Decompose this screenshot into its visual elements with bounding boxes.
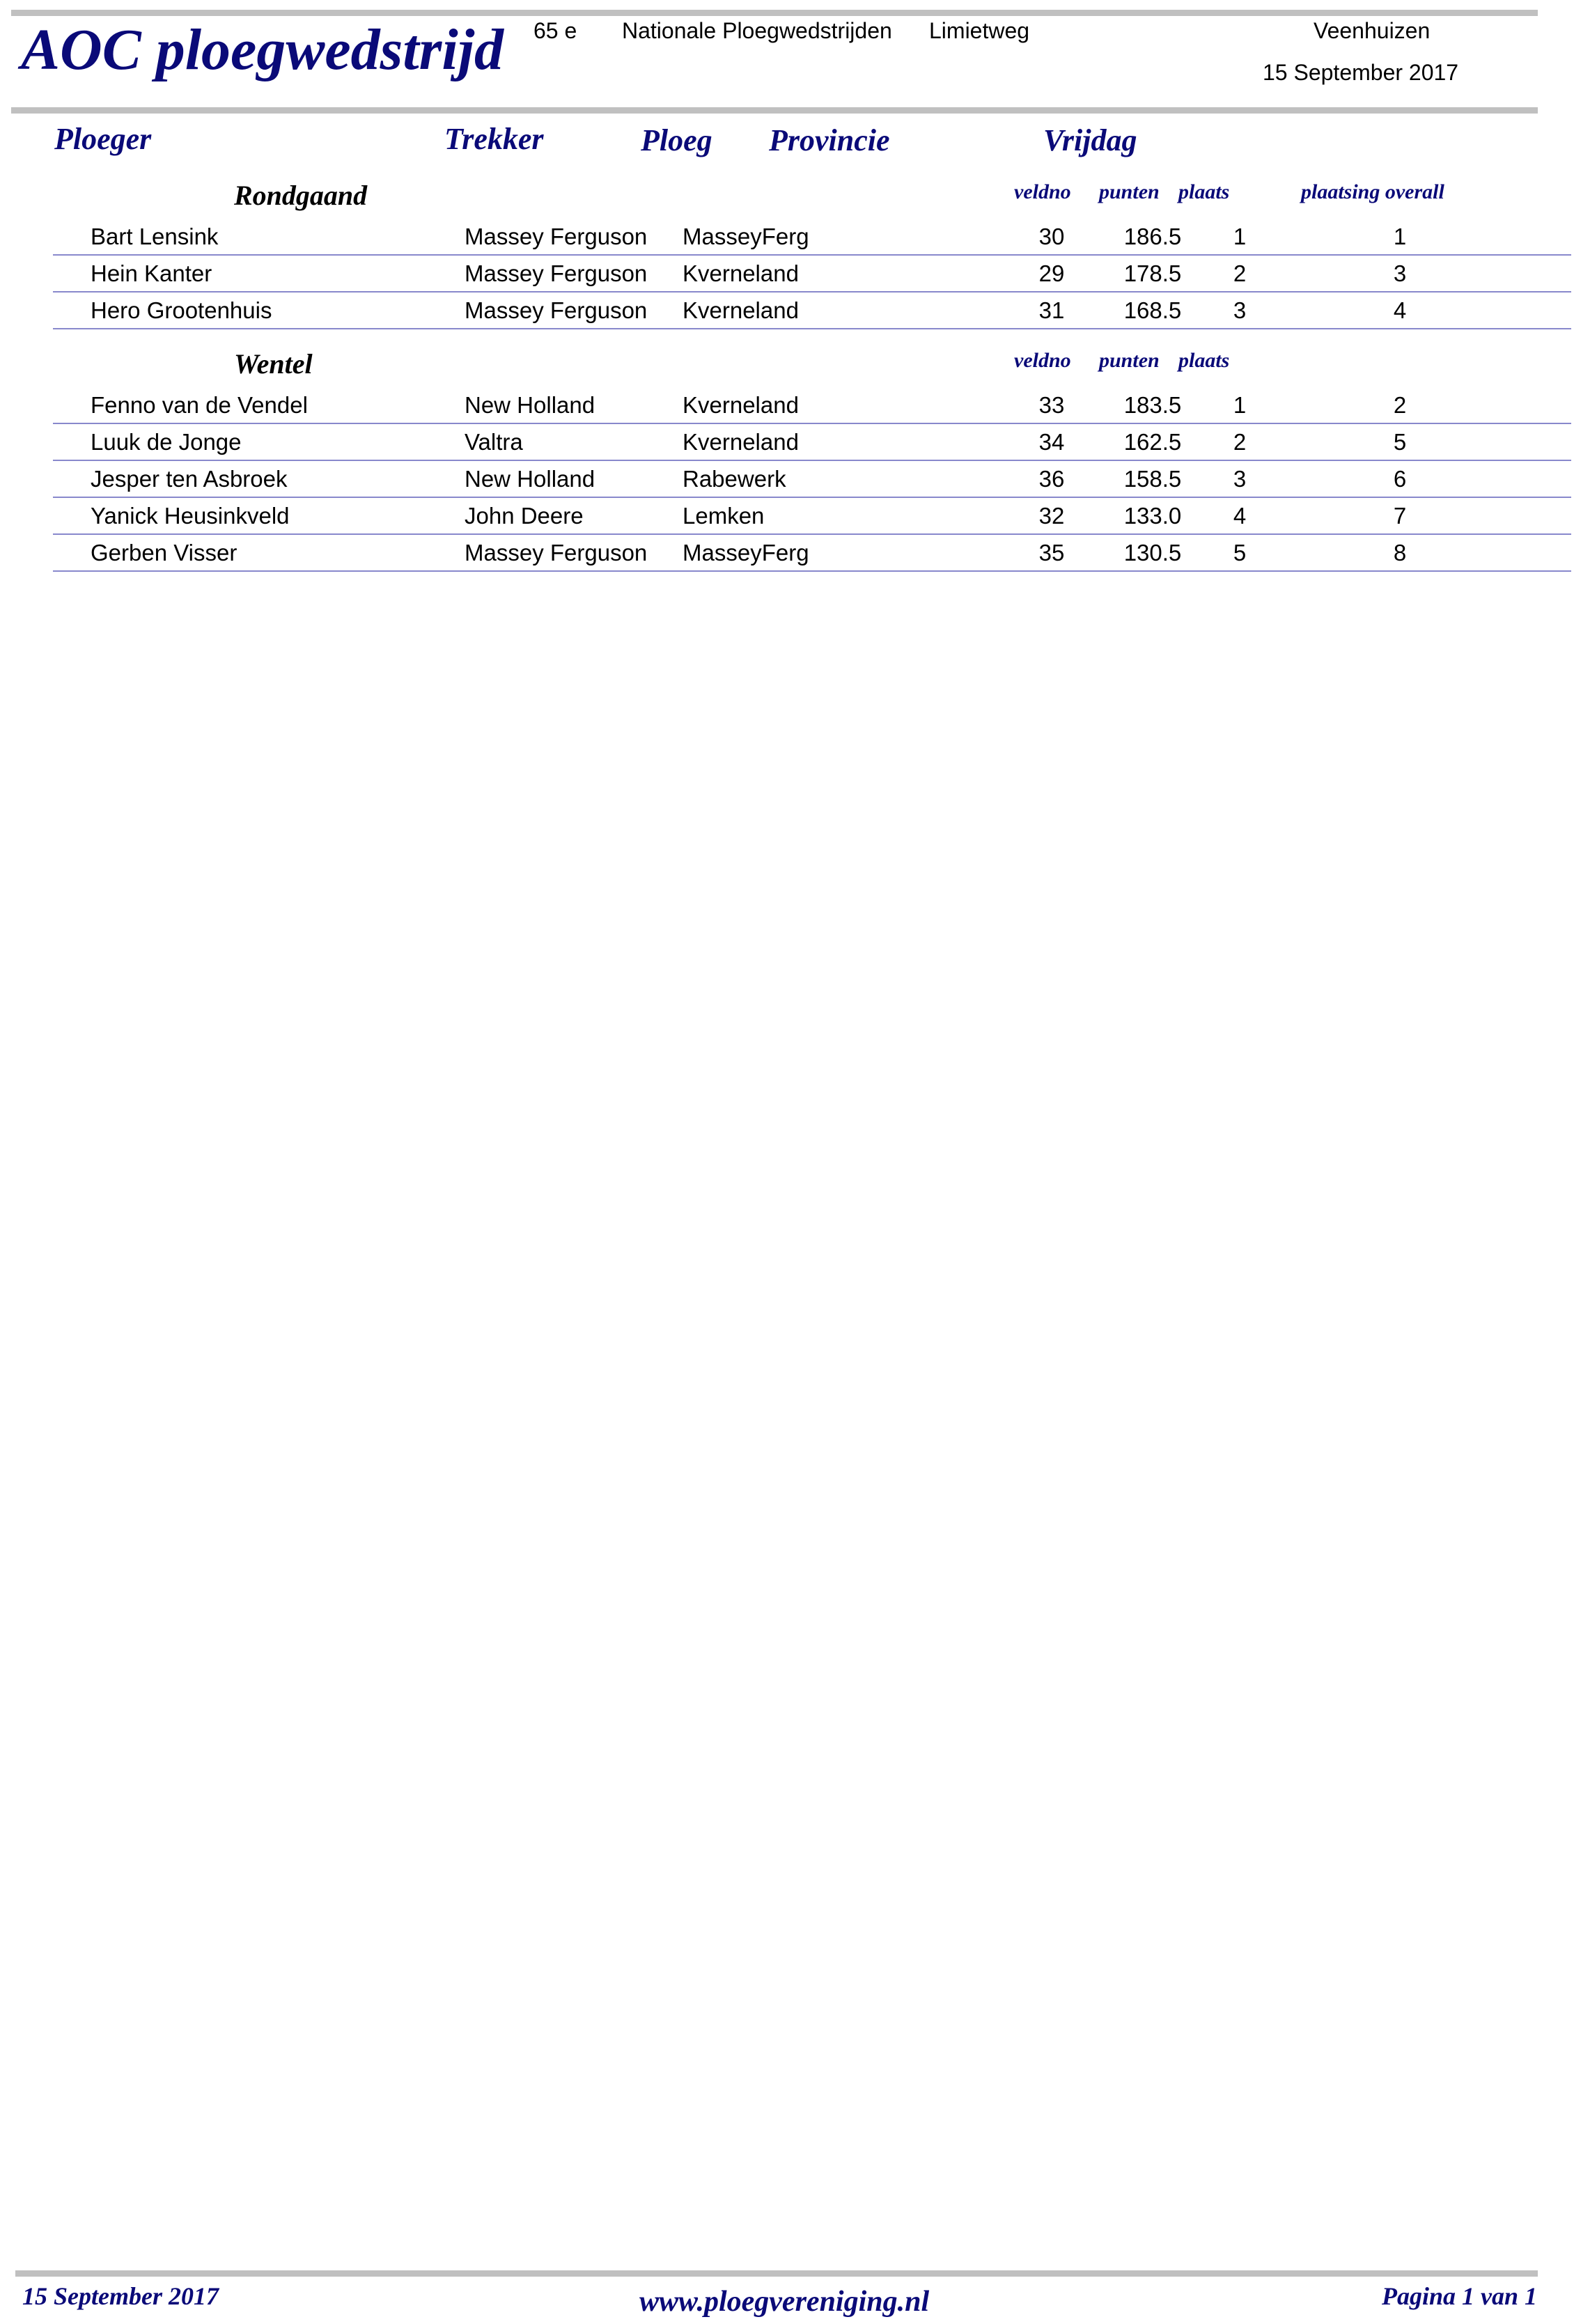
cell-plaats: 3 (1233, 297, 1247, 323)
row-divider (53, 460, 1571, 461)
column-day: Vrijdag (1043, 123, 1137, 157)
cell-punten: 158.5 (1123, 466, 1182, 492)
cell-trekker: Massey Ferguson (465, 224, 648, 249)
cell-ploeger: Bart Lensink (91, 224, 219, 249)
subheader-plaats: plaats (1178, 180, 1230, 203)
cell-plaats: 3 (1233, 466, 1247, 492)
row-divider (53, 497, 1571, 498)
cell-punten: 178.5 (1123, 260, 1182, 286)
row-divider (53, 291, 1571, 293)
row-divider (53, 533, 1571, 535)
cell-veldno: 29 (1038, 260, 1065, 286)
cell-overall: 3 (1393, 260, 1407, 286)
cell-ploeger: Luuk de Jonge (91, 429, 242, 455)
cell-trekker: Valtra (465, 429, 523, 455)
cell-ploeg: Kverneland (683, 392, 799, 418)
cell-veldno: 31 (1038, 297, 1065, 323)
cell-veldno: 32 (1038, 503, 1065, 529)
cell-ploeger: Hein Kanter (91, 260, 212, 286)
cell-overall: 8 (1393, 540, 1407, 566)
cell-ploeg: MasseyFerg (683, 224, 809, 249)
cell-ploeg: Kverneland (683, 429, 799, 455)
cell-overall: 4 (1393, 297, 1407, 323)
subheader-overall: plaatsing overall (1301, 180, 1444, 203)
cell-plaats: 1 (1233, 392, 1247, 418)
cell-plaats: 2 (1233, 429, 1247, 455)
cell-trekker: Massey Ferguson (465, 297, 648, 323)
cell-ploeger: Fenno van de Vendel (91, 392, 308, 418)
cell-ploeg: MasseyFerg (683, 540, 809, 566)
cell-veldno: 33 (1038, 392, 1065, 418)
cell-trekker: Massey Ferguson (465, 540, 648, 566)
cell-trekker: New Holland (465, 466, 595, 492)
cell-punten: 130.5 (1123, 540, 1182, 566)
cell-overall: 2 (1393, 392, 1407, 418)
group-heading-wentel: Wentel (234, 348, 313, 380)
cell-veldno: 30 (1038, 224, 1065, 249)
cell-plaats: 1 (1233, 224, 1247, 249)
cell-ploeger: Yanick Heusinkveld (91, 503, 290, 529)
footer-date: 15 September 2017 (22, 2282, 219, 2310)
city: Veenhuizen (1314, 18, 1431, 43)
header-bottom-rule (11, 107, 1538, 114)
cell-ploeger: Gerben Visser (91, 540, 237, 566)
cell-ploeg: Kverneland (683, 297, 799, 323)
edition: 65 e (533, 18, 577, 43)
subheader-punten: punten (1099, 180, 1160, 203)
header-date: 15 September 2017 (1263, 60, 1459, 85)
column-provincie: Provincie (769, 123, 890, 157)
cell-punten: 162.5 (1123, 429, 1182, 455)
column-trekker: Trekker (444, 122, 544, 156)
footer-rule (15, 2270, 1538, 2277)
cell-ploeg: Kverneland (683, 260, 799, 286)
subheader-veldno: veldno (1014, 349, 1071, 372)
cell-punten: 186.5 (1123, 224, 1182, 249)
cell-punten: 133.0 (1123, 503, 1182, 529)
cell-punten: 183.5 (1123, 392, 1182, 418)
row-divider (53, 423, 1571, 424)
cell-punten: 168.5 (1123, 297, 1182, 323)
cell-veldno: 34 (1038, 429, 1065, 455)
cell-overall: 6 (1393, 466, 1407, 492)
column-ploeg: Ploeg (641, 123, 712, 157)
row-divider (53, 254, 1571, 256)
cell-veldno: 36 (1038, 466, 1065, 492)
cell-ploeg: Rabewerk (683, 466, 786, 492)
group-heading-rondgaand: Rondgaand (234, 180, 368, 211)
cell-trekker: Massey Ferguson (465, 260, 648, 286)
cell-overall: 5 (1393, 429, 1407, 455)
cell-overall: 7 (1393, 503, 1407, 529)
cell-plaats: 5 (1233, 540, 1247, 566)
cell-ploeger: Jesper ten Asbroek (91, 466, 288, 492)
cell-ploeg: Lemken (683, 503, 765, 529)
subheader-veldno: veldno (1014, 180, 1071, 203)
cell-trekker: New Holland (465, 392, 595, 418)
subheader-plaats: plaats (1178, 349, 1230, 372)
footer-website-link[interactable]: www.ploegvereniging.nl (639, 2286, 930, 2318)
row-divider (53, 570, 1571, 572)
subheader-punten: punten (1099, 349, 1160, 372)
footer-page-number: Pagina 1 van 1 (1382, 2282, 1538, 2310)
cell-ploeger: Hero Grootenhuis (91, 297, 272, 323)
cell-plaats: 2 (1233, 260, 1247, 286)
row-divider (53, 328, 1571, 329)
event-name: Nationale Ploegwedstrijden (622, 18, 892, 43)
cell-overall: 1 (1393, 224, 1407, 249)
page-title: AOC ploegwedstrijd (21, 17, 504, 82)
cell-trekker: John Deere (465, 503, 584, 529)
cell-plaats: 4 (1233, 503, 1247, 529)
cell-veldno: 35 (1038, 540, 1065, 566)
location-street: Limietweg (929, 18, 1030, 43)
column-ploeger: Ploeger (54, 122, 152, 156)
